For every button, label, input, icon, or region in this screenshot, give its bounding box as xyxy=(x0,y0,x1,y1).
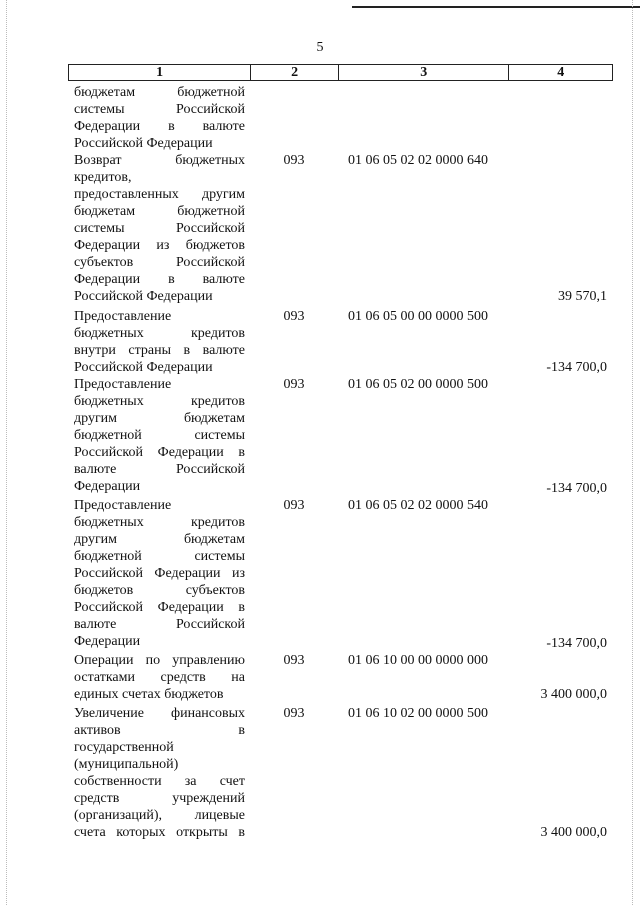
row-description-line: Возврат бюджетных xyxy=(74,153,245,168)
row-amount: -134 700,0 xyxy=(546,636,607,651)
row-description-line: Российской Федерации xyxy=(74,360,213,375)
row-description-line: Федерации в валюте xyxy=(74,119,245,134)
row-description-line: Российской Федерации в xyxy=(74,600,245,615)
row-description-line: счета которых открыты в xyxy=(74,825,245,840)
row-description-line: другим бюджетам xyxy=(74,532,245,547)
row-description-line: бюджетной системы xyxy=(74,549,245,564)
row-amount: 39 570,1 xyxy=(558,289,607,304)
row-description-line: системы Российской xyxy=(74,221,245,236)
row-admin-code: 093 xyxy=(283,706,305,721)
scan-edge-left xyxy=(6,0,7,905)
row-admin-code: 093 xyxy=(283,153,305,168)
row-description-line: Федерации xyxy=(74,479,141,494)
row-description-line: субъектов Российской xyxy=(74,255,245,270)
row-description-line: кредитов, xyxy=(74,170,132,185)
row-budget-code: 01 06 10 02 00 0000 500 xyxy=(348,706,488,721)
row-description-line: бюджетам бюджетной xyxy=(74,85,245,100)
row-description-line: Федерации в валюте xyxy=(74,272,245,287)
row-amount: -134 700,0 xyxy=(546,360,607,375)
row-description-line: остатками средств на xyxy=(74,670,245,685)
table-header xyxy=(68,64,613,81)
row-budget-code: 01 06 10 00 00 0000 000 xyxy=(348,653,488,668)
header-col-4: 4 xyxy=(508,65,612,80)
row-description-line: активов в xyxy=(74,723,245,738)
row-description-line: бюджетных кредитов xyxy=(74,515,245,530)
row-amount: 3 400 000,0 xyxy=(540,825,607,840)
row-description-line: валюте Российской xyxy=(74,462,245,477)
row-description-line: средств учреждений xyxy=(74,791,245,806)
row-description-line: бюджетам бюджетной xyxy=(74,204,245,219)
row-description-line: валюте Российской xyxy=(74,617,245,632)
row-description-line: (муниципальной) xyxy=(74,757,179,772)
row-budget-code: 01 06 05 02 02 0000 540 xyxy=(348,498,488,513)
scan-edge-right xyxy=(632,0,633,905)
row-amount: -134 700,0 xyxy=(546,481,607,496)
row-budget-code: 01 06 05 02 00 0000 500 xyxy=(348,377,488,392)
row-description-line: государственной xyxy=(74,740,174,755)
row-description-line: собственности за счет xyxy=(74,774,245,789)
row-amount: 3 400 000,0 xyxy=(540,687,607,702)
row-description-line: Российской Федерации xyxy=(74,289,213,304)
row-description-line: Операции по управлению xyxy=(74,653,245,668)
row-admin-code: 093 xyxy=(283,498,305,513)
row-description-line: Российской Федерации в xyxy=(74,445,245,460)
row-description-line: бюджетных кредитов xyxy=(74,394,245,409)
row-description-line: Федерации xyxy=(74,634,141,649)
row-description-line: (организаций), лицевые xyxy=(74,808,245,823)
page-number: 5 xyxy=(316,40,324,55)
row-admin-code: 093 xyxy=(283,309,305,324)
header-col-2: 2 xyxy=(250,65,338,80)
row-description-line: Предоставление xyxy=(74,377,172,392)
row-description-line: Предоставление xyxy=(74,498,172,513)
row-description-line: Увеличение финансовых xyxy=(74,706,245,721)
row-budget-code: 01 06 05 02 02 0000 640 xyxy=(348,153,488,168)
row-description-line: Предоставление xyxy=(74,309,172,324)
row-admin-code: 093 xyxy=(283,377,305,392)
header-col-1: 1 xyxy=(156,65,164,80)
row-admin-code: 093 xyxy=(283,653,305,668)
row-description-line: бюджетной системы xyxy=(74,428,245,443)
row-description-line: предоставленных другим xyxy=(74,187,245,202)
row-description-line: внутри страны в валюте xyxy=(74,343,245,358)
row-description-line: другим бюджетам xyxy=(74,411,245,426)
header-col-3: 3 xyxy=(338,65,508,80)
row-description-line: бюджетов субъектов xyxy=(74,583,245,598)
row-description-line: Федерации из бюджетов xyxy=(74,238,245,253)
row-description-line: единых счетах бюджетов xyxy=(74,687,224,702)
scan-top-rule xyxy=(352,6,640,8)
row-description-line: Российской Федерации из xyxy=(74,566,245,581)
row-budget-code: 01 06 05 00 00 0000 500 xyxy=(348,309,488,324)
row-description-line: системы Российской xyxy=(74,102,245,117)
row-description-line: бюджетных кредитов xyxy=(74,326,245,341)
row-description-line: Российской Федерации xyxy=(74,136,213,151)
